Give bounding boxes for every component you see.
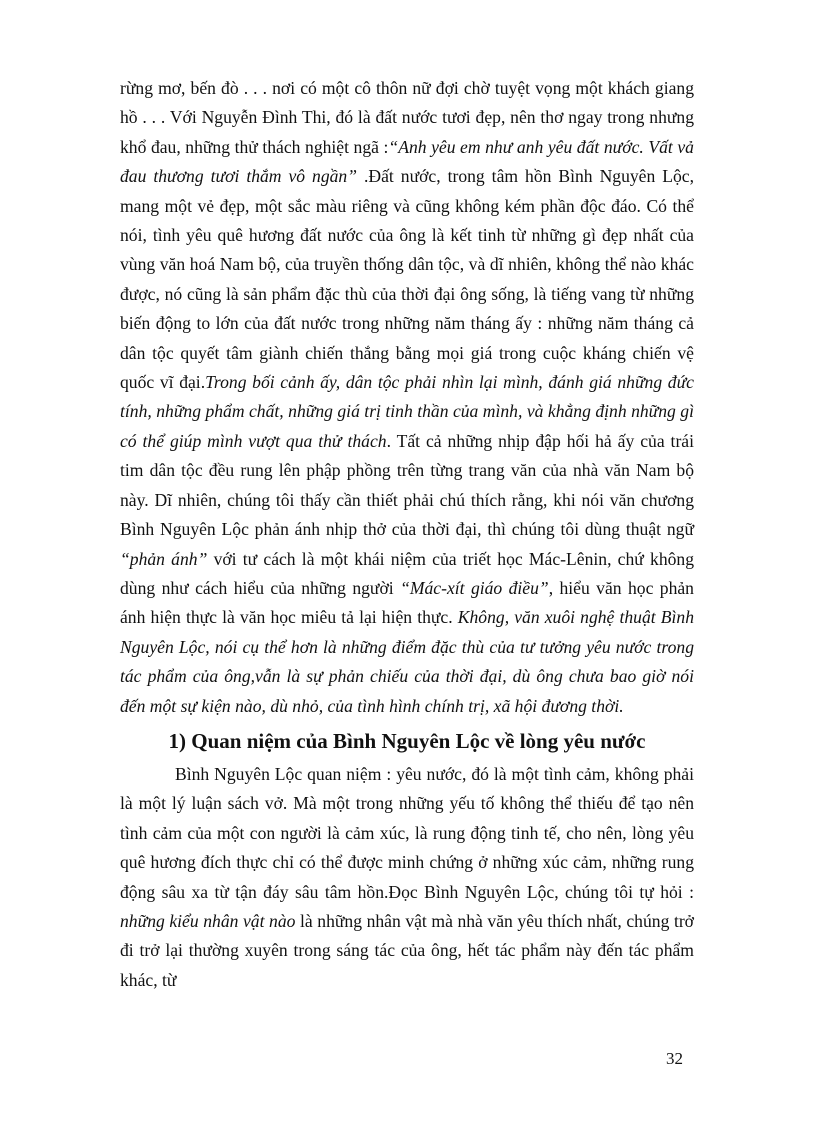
paragraph-2-italic-question: những kiểu nhân vật nào [120, 910, 296, 931]
text-block [120, 74, 694, 995]
paragraph-1-text-4: với tư cách là một khái niệm của triết học Mác-Lênin, chứ không dùng như cách hiểu của những người [120, 548, 695, 598]
paragraph-2-text-2: là những nhân vật mà nhà văn yêu thích nhất, chúng trở đi trở lại thường xuyên trong sáng tác của ông, hết tác phẩm này đến tác phẩm khác, từ [120, 910, 694, 990]
section-heading: 1) Quan niệm của Bình Nguyên Lộc về lòng yêu nước [168, 728, 646, 753]
paragraph-1-italic-conclusion: Không, văn xuôi nghệ thuật Bình Nguyên Lộc, nói cụ thể hơn là những điểm đặc thù của tư tưởng yêu nước trong tác phẩm của ông,vẫn là sự phản chiếu của thời đại, dù ông chưa bao giờ nói đến một sự kiện nào, dù nhỏ, của tình hình chính trị, xã hội đương thời. [120, 607, 694, 716]
paragraph-1-term-phan-anh: “phản ánh” [120, 548, 208, 569]
paragraph-1-text-1: rừng mơ, bến đò . . . nơi có một cô thôn nữ đợi chờ tuyệt vọng một khách giang hồ . . . Với Nguyễn Đình Thi, đó là đất nước tươi đẹp, nên thơ ngay trong nhưng khổ đau, những thử thách nghiệt ngã : [120, 78, 694, 157]
paragraph-2-text-1: Bình Nguyên Lộc quan niệm : yêu nước, đó là một tình cảm, không phải là một lý luận sách vở. Mà một trong những yếu tố không thể thiếu để tạo nên tình cảm của một con người là cảm xúc, là rung động tinh tế, cho nên, lòng yêu quê hương đích thực chỉ có thể được minh chứng ở những xúc cảm, những rung động sâu xa từ tận đáy sâu tâm hồn.Đọc Bình Nguyên Lộc, chúng tôi tự hỏi : [120, 763, 694, 902]
body-paragraph-1 [120, 74, 694, 721]
paragraph-1-term-marxist: “Mác-xít giáo điều” [400, 577, 549, 598]
body-paragraph-2 [120, 760, 694, 995]
page-number: 32 [666, 1049, 683, 1068]
paragraph-1-text-2: .Đất nước, trong tâm hồn Bình Nguyên Lộc, mang một vẻ đẹp, một sắc màu riêng và cũng không kém phần độc đáo. Có thể nói, tình yêu quê hương đất nước của ông là kết tinh từ những gì đẹp nhất của vùng văn hoá Nam bộ, của truyền thống dân tộc, và dĩ nhiên, không thể nào khác được, nó cũng là sản phẩm đặc thù của thời đại ông sống, là tiếng vang từ những biến động to lớn của đất nước trong những năm tháng ấy : những năm tháng cả dân tộc quyết tâm giành chiến thắng bằng mọi giá trong cuộc kháng chiến vệ quốc vĩ đại. [120, 166, 694, 393]
paragraph-1-quote-poem: “Anh yêu em như anh yêu đất nước. Vất vả đau thương tươi thắm vô ngần” [120, 136, 694, 187]
paragraph-1-text-3: . Tất cả những nhịp đập hối hả ấy của trái tim dân tộc đều rung lên phập phồng trên từng trang văn của nhà văn Nam bộ này. Dĩ nhiên, chúng tôi thấy cần thiết phải chú thích rằng, khi nói văn chương Bình Nguyên Lộc phản ánh nhịp thở của thời đại, thì chúng tôi dùng thuật ngữ [120, 430, 695, 540]
paragraph-1-text-5: , hiểu văn học phản ánh hiện thực là văn học miêu tả lại hiện thực. [120, 577, 694, 628]
paragraph-1-italic-context: Trong bối cảnh ấy, dân tộc phải nhìn lại mình, đánh giá những đức tính, những phẩm chất, những giá trị tinh thần của mình, và khẳng định những gì có thể giúp mình vượt qua thử thách [120, 372, 694, 451]
